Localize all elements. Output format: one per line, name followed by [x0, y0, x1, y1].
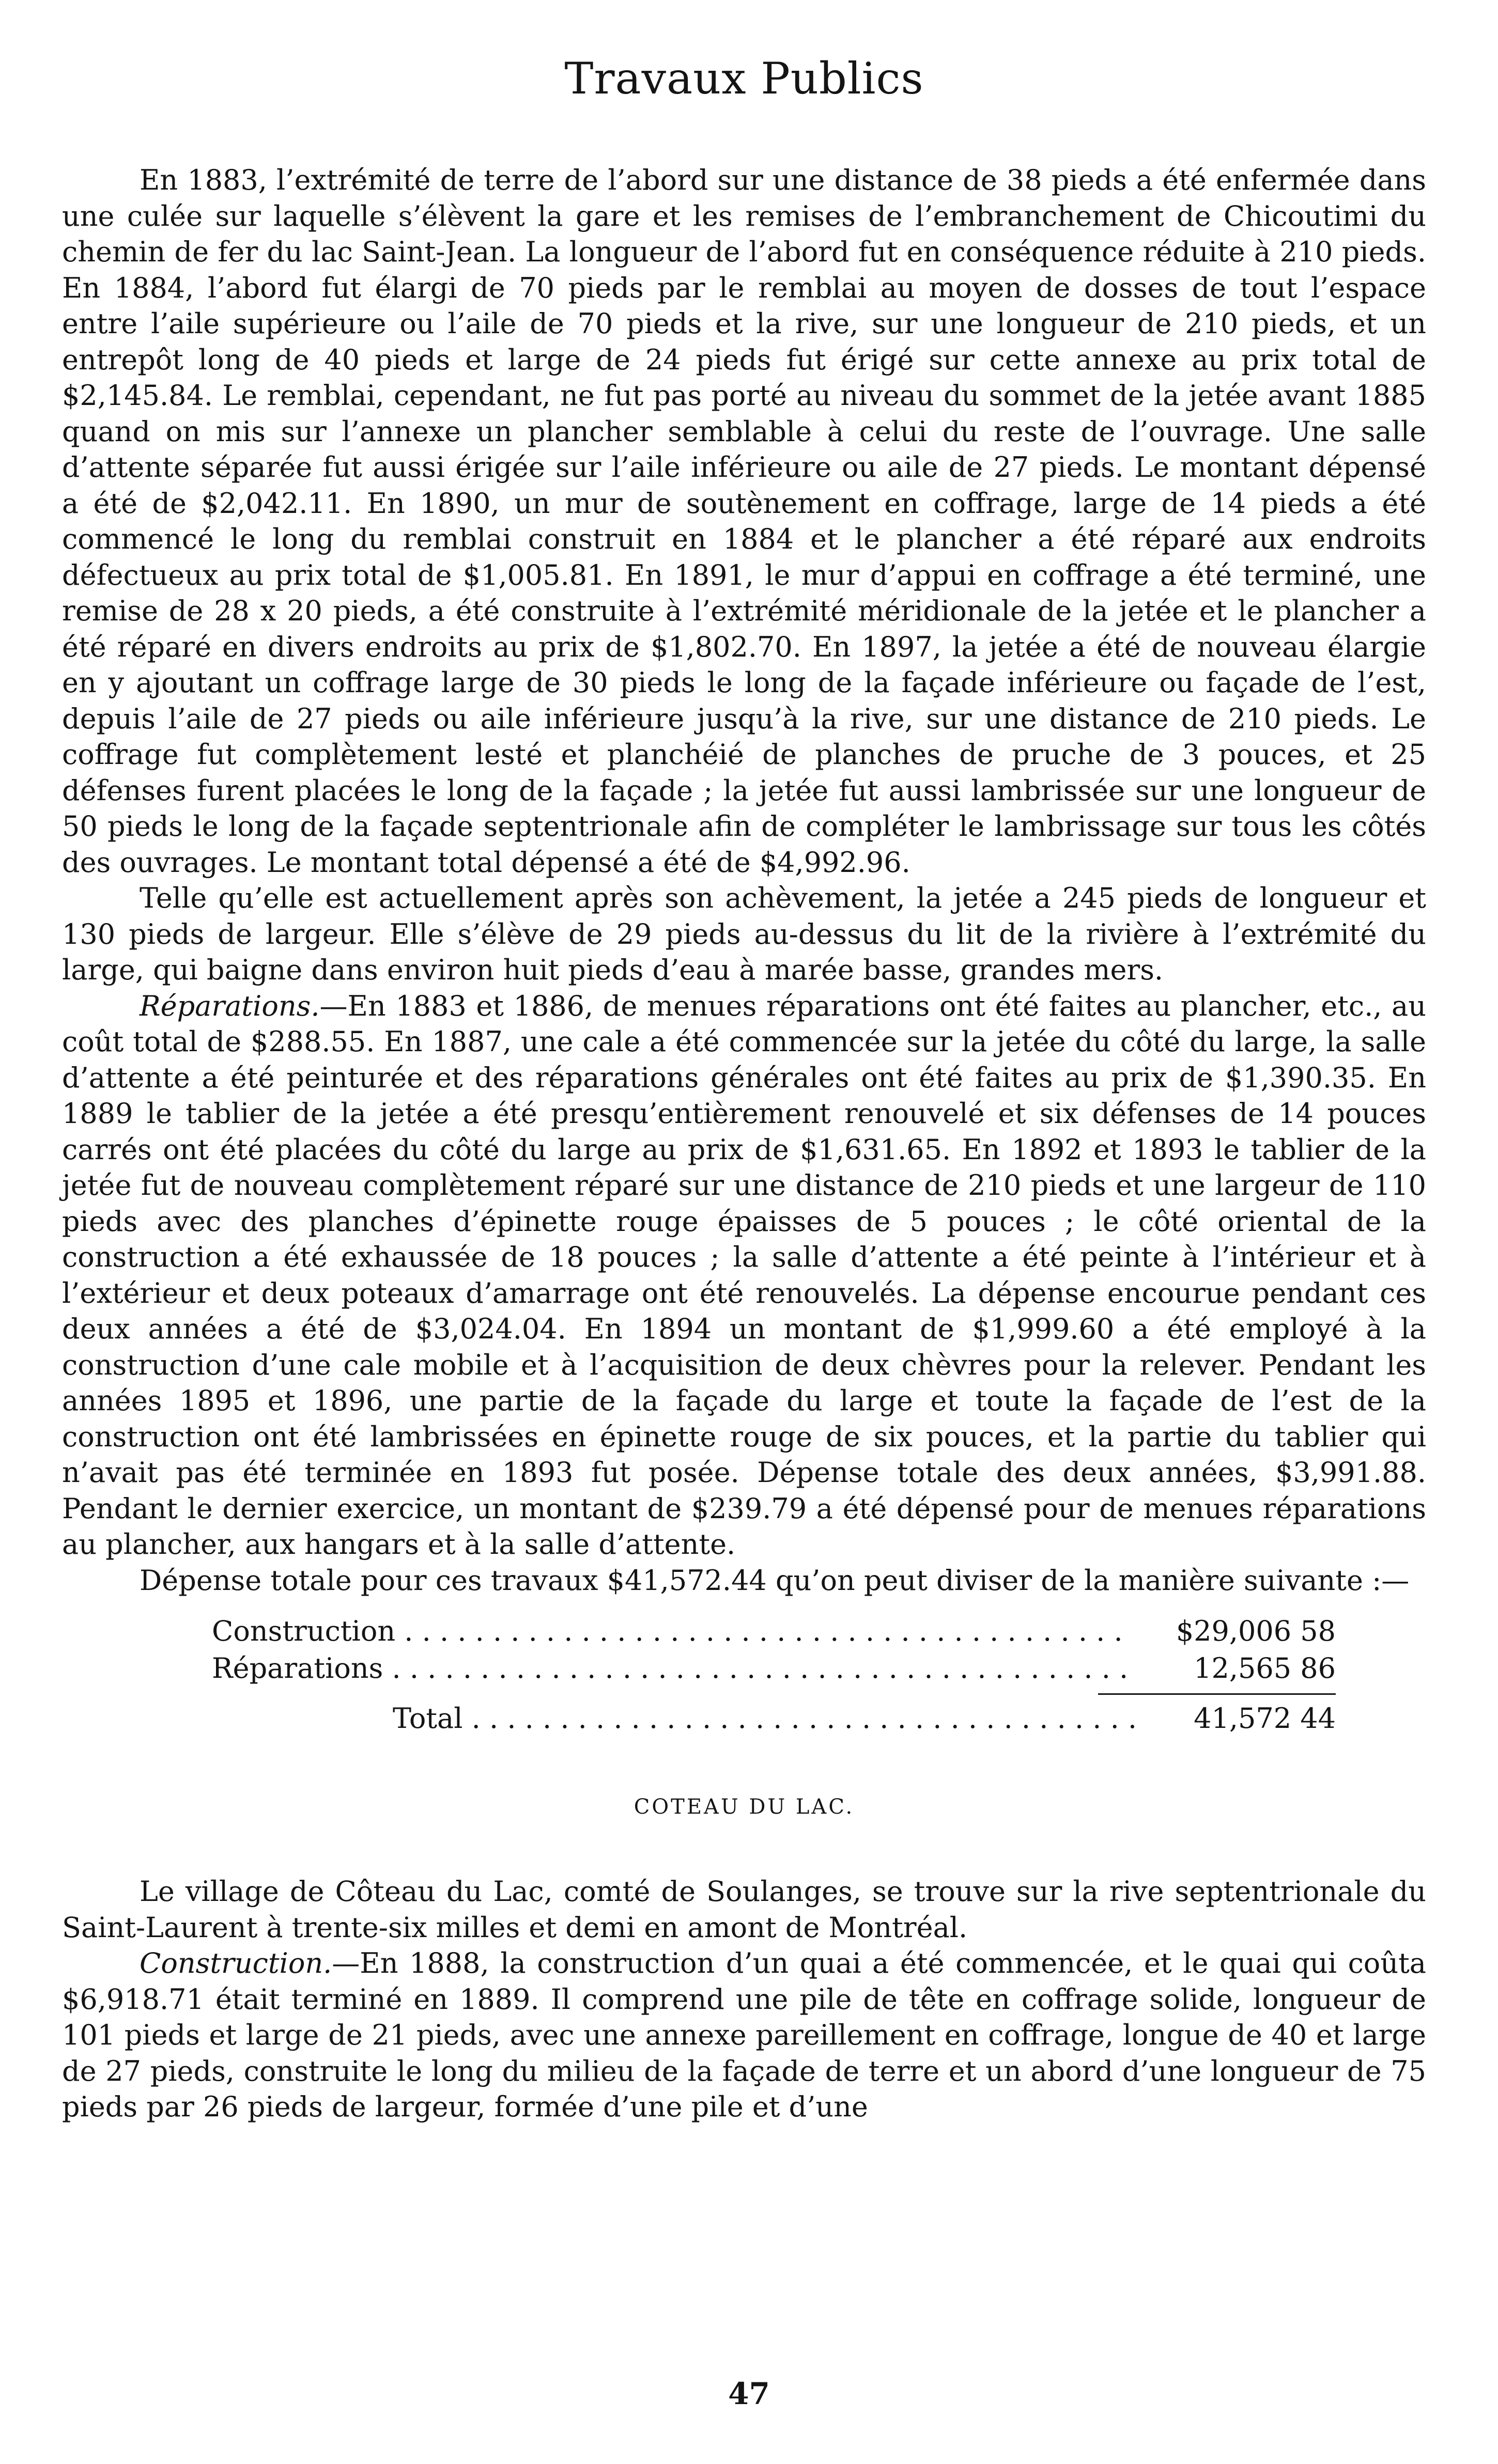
repairs-heading: Réparations. — [140, 989, 320, 1022]
paragraph-location: Le village de Côteau du Lac, comté de Soulanges, se trouve sur la rive septentrionale du Saint-Laurent à trente-six milles et demi en amont de Montréal. — [62, 1875, 1426, 1944]
paragraph-total-expense: Dépense totale pour ces travaux $41,572.44 qu’on peut diviser de la manière suivante :— — [140, 1564, 1410, 1597]
document-page — [62, 53, 1426, 2125]
page-number: 47 — [728, 2376, 770, 2411]
summary-row-reparations — [212, 1650, 1336, 1687]
summary-amount: 41,572 44 — [1194, 1702, 1336, 1735]
paragraph-construction — [62, 1945, 1426, 2125]
summary-amount: 12,565 86 — [1194, 1652, 1336, 1685]
construction-text: —En 1888, la construction d’un quai a été commencée, et le quai qui coûta $6,918.71 était terminé en 1889. Il comprend une pile de tête en coffrage solide, longueur de 101 pieds et large de 21 pieds, avec une annexe pareillement en coffrage, longue de 40 et large de 27 pieds, construite le long du milieu de la façade de terre et un abord d’une longueur de 75 pieds par 26 pieds de largeur, formée d’une pile et d’une — [62, 1947, 1426, 2123]
construction-heading: Construction. — [140, 1947, 332, 1979]
expense-summary — [62, 1613, 1426, 1737]
section-heading: COTEAU DU LAC. — [634, 1795, 855, 1819]
summary-label: Construction . . . — [212, 1613, 1134, 1650]
summary-row-total — [393, 1700, 1336, 1737]
summary-label: Réparations . . . — [212, 1650, 1134, 1687]
running-header: Travaux Publics — [564, 53, 924, 104]
repairs-text: —En 1883 et 1886, de menues réparations ont été faites au plancher, etc., au coût total de $288.55. En 1887, une cale a été commencée sur la jetée du côté du large, la salle d’attente a été peinturée et des réparations générales ont été faites au prix de $1,390.35. En 1889 le tablier de la jetée a été presqu’entièrement renouvelé et six défenses de 14 pouces carrés ont été placées du côté du large au prix de $1,631.65. En 1892 et 1893 le tablier de la jetée fut de nouveau complètement réparé sur une distance de 210 pieds et une largeur de 110 pieds avec des planches d’épinette rouge épaisses de 5 pouces ; le côté oriental de la construction a été exhaussée de 18 pouces ; la salle d’attente a été peinte à l’intérieur et à l’extérieur et deux poteaux d’amarrage ont été renouvelés. La dépense encourue pendant ces deux années a été de $3,024.04. En 1894 un montant de $1,999.60 a été employé à la construction d’une cale mobile et à l’acquisition de deux chèvres pour la relever. Pendant les années 1895 et 1896, une partie de la façade du large et toute la façade de l’est de la construction ont été lambrissées en épinette rouge de six pouces, et la partie du tablier qui n’avait pas été terminée en 1893 fut posée. Dépense totale des deux années, $3,991.88. Pendant le dernier exercice, un montant de $239.79 a été dépensé pour de menues réparations au plancher, aux hangars et à la salle d’attente. — [62, 989, 1426, 1561]
paragraph-history: En 1883, l’extrémité de terre de l’abord sur une distance de 38 pieds a été enfermée dans une culée sur laquelle s’élèvent la gare et les remises de l’embranchement de Chicoutimi du chemin de fer du lac Saint-Jean. La longueur de l’abord fut en conséquence réduite à 210 pieds. En 1884, l’abord fut élargi de 70 pieds par le remblai au moyen de dosses de tout l’espace entre l’aile supérieure ou l’aile de 70 pieds et la rive, sur une longueur de 210 pieds, et un entrepôt long de 40 pieds et large de 24 pieds fut érigé sur cette annexe au prix total de $2,145.84. Le remblai, cependant, ne fut pas porté au niveau du sommet de la jetée avant 1885 quand on mis sur l’annexe un plancher semblable à celui du reste de l’ouvrage. Une salle d’attente séparée fut aussi érigée sur l’aile inférieure ou aile de 27 pieds. Le montant dépensé a été de $2,042.11. En 1890, un mur de soutènement en coffrage, large de 14 pieds a été commencé le long du remblai construit en 1884 et le plancher a été réparé aux endroits défectueux au prix total de $1,005.81. En 1891, le mur d’appui en coffrage a été terminé, une remise de 28 x 20 pieds, a été construite à l’extrémité méridionale de la jetée et le plancher a été réparé en divers endroits au prix de $1,802.70. En 1897, la jetée a été de nouveau élargie en y ajoutant un coffrage large de 30 pieds le long de la façade inférieure ou façade de l’est, depuis l’aile de 27 pieds ou aile inférieure jusqu’à la rive, sur une distance de 210 pieds. Le coffrage fut complètement lesté et planchéié de planches de pruche de 3 pouces, et 25 défenses furent placées le long de la façade ; la jetée fut aussi lambrissée sur une longueur de 50 pieds le long de la façade septentrionale afin de compléter le lambrissage sur tous les côtés des ouvrages. Le montant total dépensé a été de $4,992.96. — [62, 164, 1426, 879]
paragraph-dimensions: Telle qu’elle est actuellement après son achèvement, la jetée a 245 pieds de longueur et 130 pieds de largeur. Elle s’élève de 29 pieds au-dessus du lit de la rivière à l’extrémité du large, qui baigne dans environ huit pieds d’eau à marée basse, grandes mers. — [62, 882, 1426, 986]
paragraph-repairs — [62, 988, 1426, 1563]
summary-row-construction — [212, 1613, 1336, 1650]
sum-divider — [1098, 1693, 1336, 1695]
summary-label: Total . . . — [393, 1700, 1134, 1737]
summary-amount: $29,006 58 — [1176, 1615, 1336, 1647]
